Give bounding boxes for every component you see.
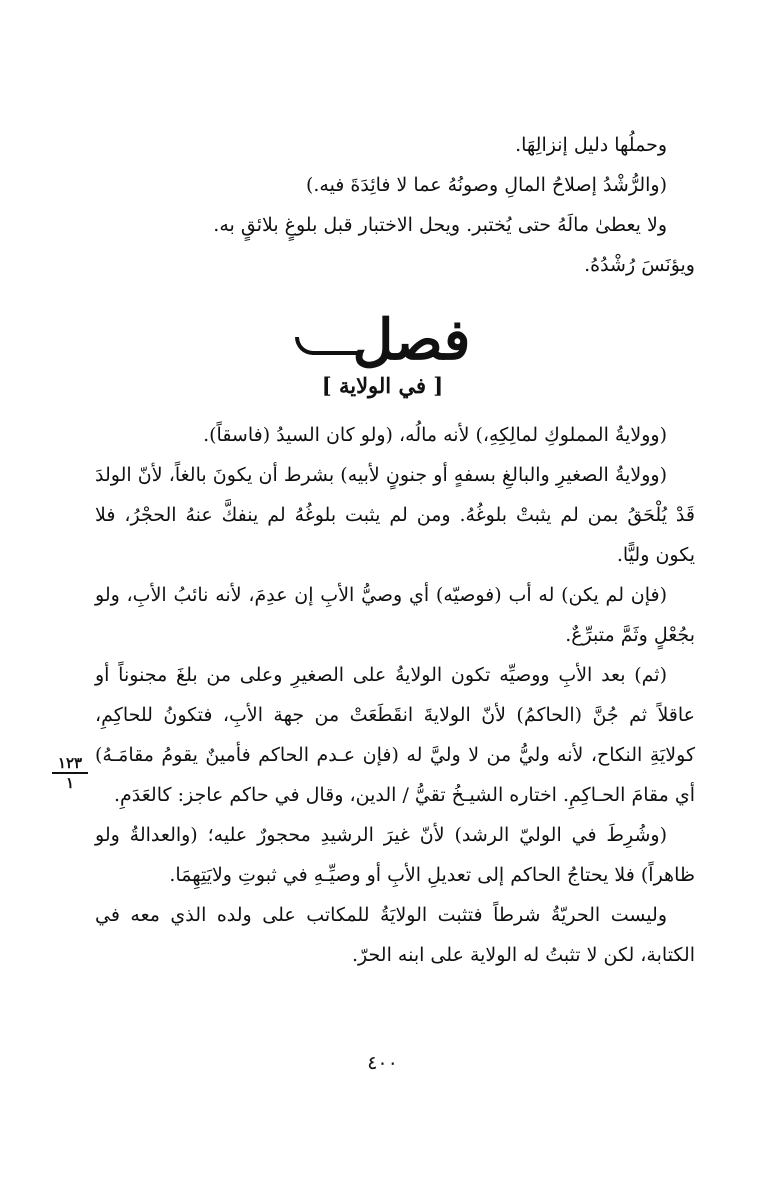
body-text (95, 415, 695, 975)
text-line: وحملُها دليل إنزالِهَا. (515, 134, 667, 156)
margin-reference-denominator: ١ (65, 774, 75, 792)
fasl-heading-text: فصل (352, 307, 471, 373)
margin-reference-numerator: ١٢٣ (52, 755, 88, 774)
paragraph: (وشُرِطَ في الوليّ الرشد) لأنّ غيرَ الرشيدِ محجورٌ عليه؛ (والعدالةُ ولو ظاهراً) فلا يحتاجُ الحاكم إلى تعديلِ الأبِ أو وصيِّـهِ في ثبوتِ ولايَتِهِمَا. (95, 824, 695, 886)
top-text-block (95, 125, 695, 285)
section-title: [ في الولاية ] (321, 373, 444, 398)
text-line: (والرُّشْدُ إصلاحُ المالِ وصونُهُ عما لا فائِدَةَ فيه.) (305, 174, 667, 196)
paragraph: (وولايةُ الصغيرِ والبالغِ بسفهٍ أو جنونٍ لأبيه) بشرط أن يكونَ بالغاً، لأنّ الولدَ قَدْ يُلْحَقُ بمن لم يثبتْ بلوغُهُ. ومن لم يثبت بلوغُهُ لم ينفكَّ عنهُ الحجْرُ، فلا يكون وليًّا. (95, 464, 695, 566)
page-number: ٤٠٠ (367, 1052, 398, 1074)
paragraph: (فإن لم يكن) له أب (فوصيّه) أي وصيُّ الأبِ إن عدِمَ، لأنه نائبُ الأبِ، ولو بجُعْلٍ وثَمَّ متبرِّعٌ. (95, 584, 695, 646)
paragraph: وليست الحريّةُ شرطاً فتثبت الولايَةُ للمكاتب على ولده الذي معه في الكتابة، لكن لا تثبتُ له الولاية على ابنه الحرّ. (95, 904, 695, 966)
margin-reference (52, 755, 88, 791)
text-line: ويؤنَسَ رُشْدُهُ. (584, 254, 695, 276)
paragraph: (وولايةُ المملوكِ لمالِكِهِ،) لأنه مالُه، (ولو كان السيدُ (فاسقاً). (203, 424, 667, 446)
fasl-flourish (295, 337, 359, 355)
text-line: ولا يعطىٰ مالَهُ حتى يُختبر. ويحل الاختبار قبل بلوغٍ بلائقٍ به. (213, 214, 667, 236)
fasl-heading (0, 305, 765, 375)
paragraph: (ثم) بعد الأبِ ووصيِّه تكون الولايةُ على الصغيرِ وعلى من بلغَ مجنوناً أو عاقلاً ثم جُنَّ (الحاكمُ) لأنّ الولايةَ انقَطَعَتْ من جهة الأبِ، فتكونُ للحاكِمِ، كولايَةِ النكاح، لأنه وليُّ من لا وليَّ له (فإن عـدم الحاكم فأمينٌ يقومُ مقامَـهُ) أي مقامَ الحـاكِمِ. اختاره الشيـخُ تقيُّ / الدين، وقال في حاكم عاجز: كالعَدَمِ. (95, 664, 695, 806)
